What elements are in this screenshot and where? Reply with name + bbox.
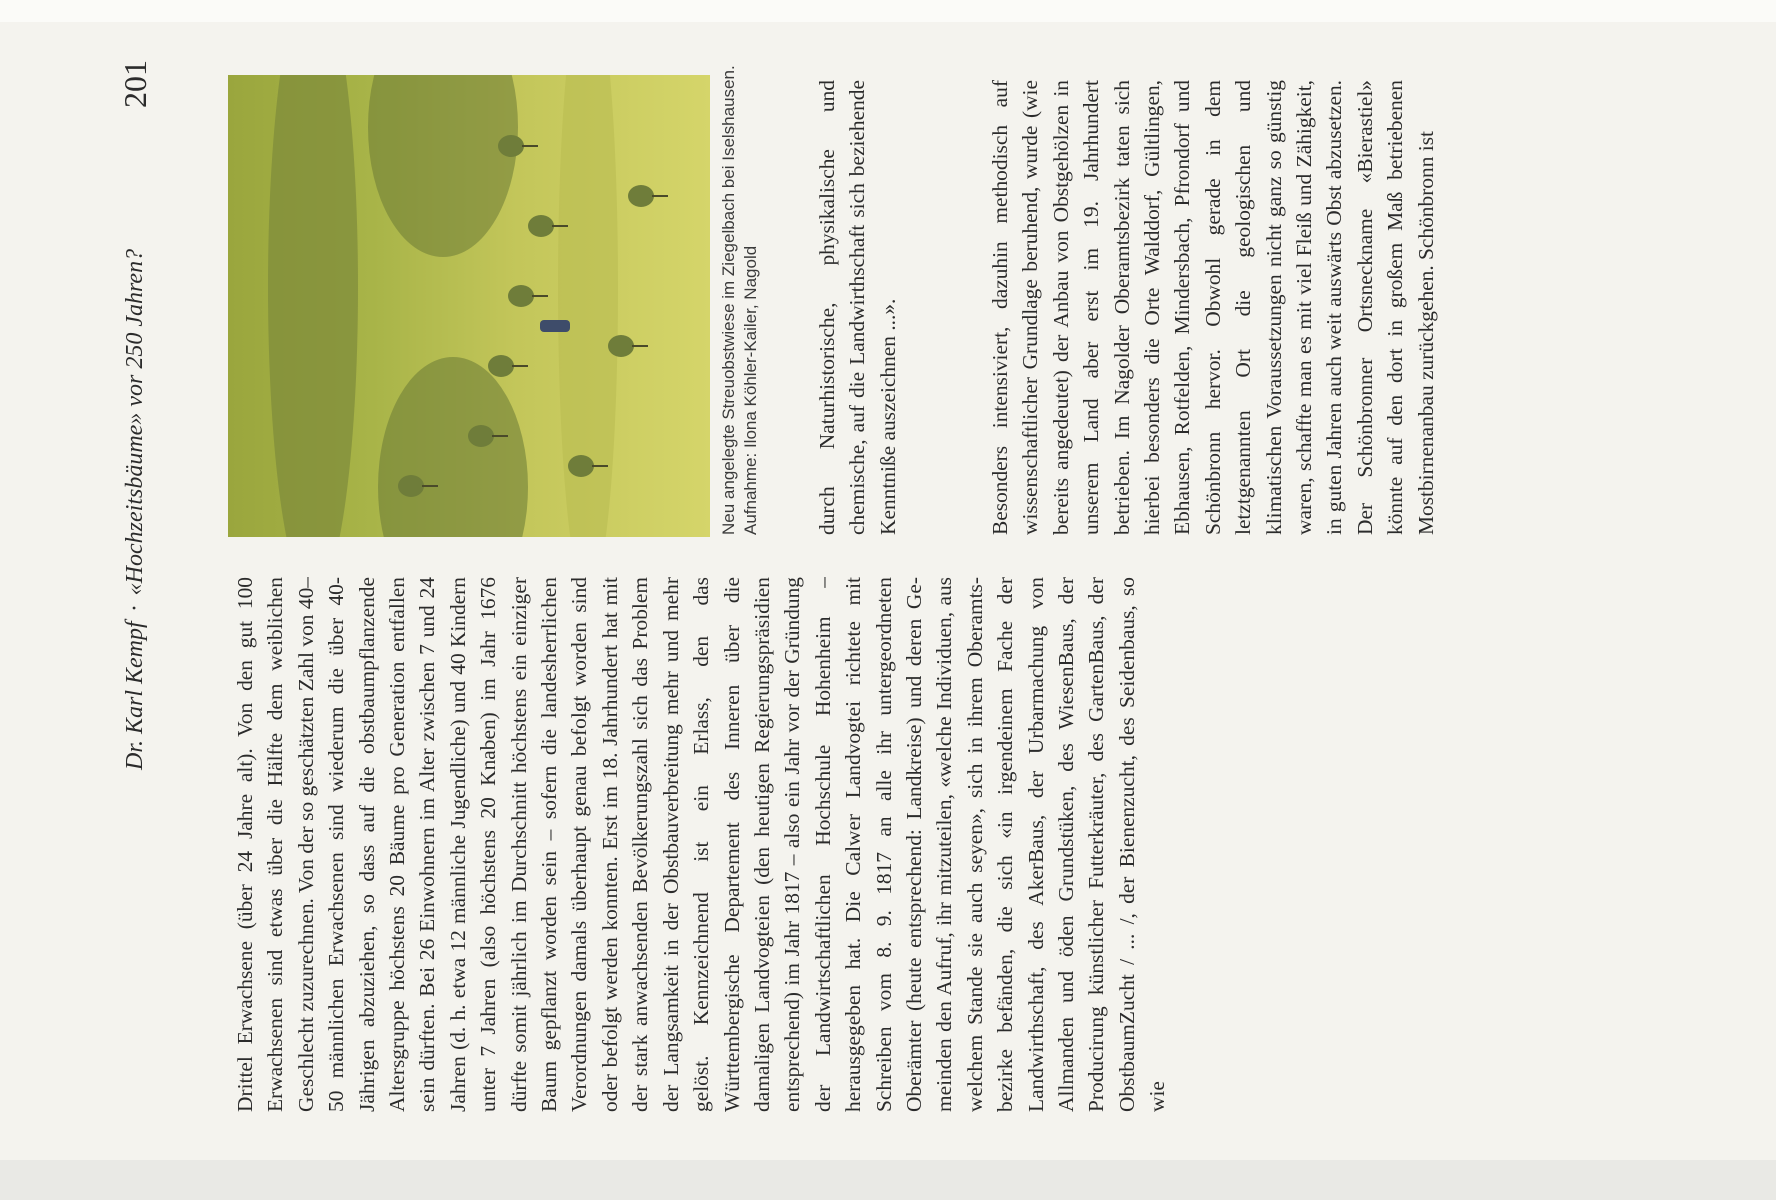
orchard-meadow-photo — [228, 75, 710, 537]
left-text-column — [230, 577, 1660, 1112]
right-column-continuation — [812, 80, 962, 535]
header-separator: · — [122, 605, 148, 612]
caption-credit: Aufnahme: Ilona Köhler-Kailer, Nagold — [741, 245, 760, 535]
right-column-paragraph: Besonders intensiviert, dazuhin methodisch auf wissenschaftlicher Grundlage beruhend, wurde (wie bereits angedeutet) der Anbau von Obstgehölzen in unserem Land aber erst im 19. Jahrhundert betrieben. Im Nagolder Oberamtsbezirk taten sich hierbei besonders die Orte Walddorf, Gültlingen, Ebhausen, Rotfelden, Mindersbach, Pfrondorf und Schönbronn hervor. Obwohl gerade in dem letztgenannten Ort die geologischen und klimatischen Voraussetzungen nicht ganz so günstig waren, schaffte man es mit viel Fleiß und Zähigkeit, in guten Jahren auch weit auswärts Obst abzusetzen. Der Schönbronner Ortsneckname «Bierastiel» könnte auf den dort in großem Maß betriebenen Mostbirnenanbau zurückgehen. Schönbronn ist — [988, 80, 1438, 535]
page-number: 201 — [117, 60, 153, 108]
left-column-paragraph: Drittel Erwachsene (über 24 Jahre alt). Von den gut 100 Erwachsenen sind etwas über die Hälfte dem weiblichen Geschlecht zuzurechnen. Von der so geschätzten Zahl von 40–50 männlichen Erwachsenen sind wiederum die über 40-Jährigen abzuziehen, so dass auf die obstbaumpflanzende Altersgruppe höchstens 20 Bäume pro Generation entfallen sein dürften. Bei 26 Einwohnern im Alter zwischen 7 und 24 Jahren (d. h. etwa 12 männliche Jugendliche) und 40 Kindern unter 7 Jahren (also höchstens 20 Knaben) im Jahr 1676 dürfte somit jährlich im Durchschnitt höchstens ein einziger Baum gepflanzt worden sein – sofern die landesherrlichen Verordnungen damals überhaupt genau befolgt worden sind oder befolgt werden konnten. Erst im 18. Jahrhundert hat mit der stark anwachsenden Bevölkerungszahl sich das Problem der Langsamkeit in der Obstbauverbreitung mehr und mehr gelöst. Kennzeichnend ist ein Erlass, den das Württembergische Departement des Inneren über die damaligen Landvogteien (den heutigen Regierungspräsidien entsprechend) im Jahr 1817 – also ein Jahr vor der Gründung der Landwirtschaftlichen Hochschule Hohenheim – herausgegeben hat. Die Calwer Landvogtei richtete mit Schreiben vom 8. 9. 1817 an alle ihr untergeordneten Oberämter (heute entsprechend: Landkreise) und deren Gemeinden den Aufruf, ihr mitzuteilen, «welche Individuen, aus welchem Stande sie auch seyen», sich in ihrem Oberamtsbezirke befänden, die sich «in irgendeinem Fache der Landwirthschaft, des AkerBaus, der Urbarmachung von Allmanden und öden Grundstüken, des WiesenBaus, der Producirung künstlicher Futterkräuter, des GartenBaus, der ObstbaumZucht / ... /, der Bienenzucht, des Seidenbaus, so wie — [233, 577, 1170, 1112]
running-header — [122, 80, 162, 770]
right-text-column — [985, 80, 1665, 535]
figure-caption — [718, 65, 808, 535]
caption-text: Neu angelegte Streuobstwiese im Ziegelbach bei Iselshausen. — [719, 65, 738, 535]
header-author: Dr. Karl Kempf — [122, 621, 148, 770]
continuation-text: durch Naturhistorische, physikalische und chemische, auf die Landwirthschaft sich beziehende Kenntniße auszeichnen ...». — [815, 80, 900, 535]
header-title: «Hochzeitsbäume» vor 250 Jahren? — [122, 248, 148, 596]
